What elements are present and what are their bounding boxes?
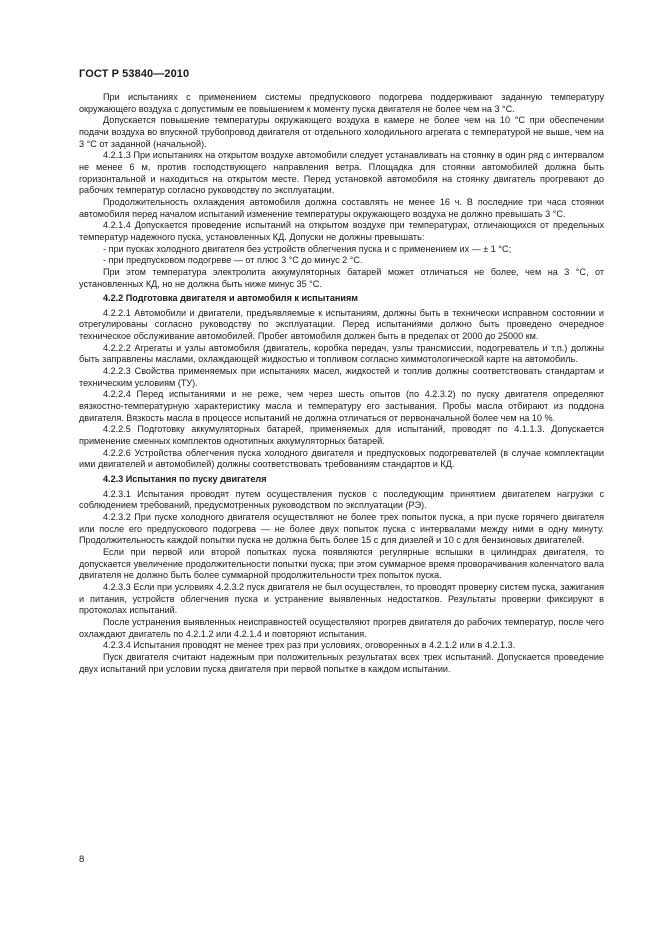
section-heading: 4.2.2 Подготовка двигателя и автомобиля к испытаниям [103,293,359,304]
list-item: - при предпусковом подогреве — от плюс 3 °С до минус 2 °С. [103,255,363,266]
paragraph: 4.2.3.1 Испытания проводят путем осуществления пусков с последующим принятием двигателем нагрузки с соблюдением требований, предусмотренных руководством по эксплуатации (РЭ). [79,488,604,511]
document-body [79,92,604,675]
paragraph: 4.2.1.4 Допускается проведение испытаний на открытом воздухе при температурах, отличающихся от предельных температур надежного пуска, установленных КД. Допуски не должны превышать: [79,220,604,242]
paragraph: 4.2.3.3 Если при условиях 4.2.3.2 пуск двигателя не был осуществлен, то проводят проверку систем пуска, зажигания и питания, устройств облегчения пуска и устранение выявленных недостатков. Результаты проверки фиксируют в протоколах испытаний. [79,581,604,616]
paragraph: Пуск двигателя считают надежным при положительных результатах всех трех испытаний. Допускается проведение двух испытаний при условии пуска двигателя при первой попытке в каждом испытании. [79,651,604,674]
paragraph: 4.2.2.3 Свойства применяемых при испытаниях масел, жидкостей и топлив должны соответствовать стандартам и техническим условиям (ТУ). [79,366,604,388]
paragraph: 4.2.1.3 При испытаниях на открытом воздухе автомобили следует устанавливать на стоянку в один ряд с интервалом не менее 6 м, против господствующего направления ветра. Площадка для стоянки автомобилей должна быть горизонтальной и находиться на открытом месте. Перед установкой автомобиля на стоянку двигатель прогревают до рабочих температур согласно руководству по эксплуатации. [79,150,604,196]
paragraph: При испытаниях с применением системы предпускового подогрева поддерживают заданную температуру окружающего воздуха с допустимым ее повышением к моменту пуска двигателя не более чем на 3 °С. [79,92,604,114]
paragraph: Продолжительность охлаждения автомобиля должна составлять не менее 16 ч. В последние три часа стоянки автомобиля перед началом испытаний изменение температуры окружающего воздуха не должно превышать 3 °С. [79,196,604,219]
page-number: 8 [79,854,85,865]
section-heading: 4.2.3 Испытания по пуску двигателя [103,474,267,484]
paragraph: 4.2.2.4 Перед испытаниями и не реже, чем через шесть опытов (по 4.2.3.2) по пуску двигателя определяют вязкостно-температурную характеристику масла и температуру его застывания. Пробы масла отбирают из поддона двигателя. Вязкость масла в процессе испытаний не должна отличаться от первоначальной более чем на 10 %. [79,389,604,423]
paragraph: 4.2.3.2 При пуске холодного двигателя осуществляют не более трех попыток пуска, а при пуске горячего двигателя или после его предпускового подогрева — не более двух попыток пуска с интервалами между ними в одну минуту. Продолжительность каждой попытки пуска не должна быть более 15 с для дизелей и 10 с для бензиновых двигателей. [79,511,604,546]
document-header: ГОСТ Р 53840—2010 [79,68,190,80]
paragraph: Допускается повышение температуры окружающего воздуха в камере не более чем на 10 °С при обеспечении подачи воздуха во впускной трубопровод двигателя от отдельного холодильного агрегата с температурой не выше, чем на 3 °С от заданной (начальной). [79,115,604,149]
list-item: - при пусках холодного двигателя без устройств облегчения пуска и с применением их — ± 1 °С; [103,243,512,254]
paragraph: При этом температура электролита аккумуляторных батарей может отличаться не более, чем на 3 °С, от установленных КД, но не должна быть ниже минус 35 °С. [79,266,604,289]
paragraph: 4.2.2.2 Агрегаты и узлы автомобиля (двигатель, коробка передач, узлы трансмиссии, подогреватель и т.п.) должны быть заправлены маслами, охлаждающей жидкостью и топливом согласно химмотологической карте на автомобиль. [79,342,604,365]
paragraph: После устранения выявленных неисправностей осуществляют прогрев двигателя до рабочих температур, после чего охлаждают двигатель по 4.2.1.2 или 4.2.1.4 и повторяют испытания. [79,616,604,639]
paragraph: 4.2.2.5 Подготовку аккумуляторных батарей, применяемых для испытаний, проводят по 4.1.1.3. Допускается применение сменных комплектов однотипных аккумуляторных батарей. [79,424,604,447]
paragraph: 4.2.2.6 Устройства облегчения пуска холодного двигателя и предпусковых подогревателей (в случае комплектации ими двигателей и автомобилей) должны соответствовать требованиям стандартов и КД. [79,447,604,470]
paragraph: 4.2.3.4 Испытания проводят не менее трех раз при условиях, оговоренных в 4.2.1.2 или в 4.2.1.3. [103,640,516,651]
paragraph: 4.2.2.1 Автомобили и двигатели, предъявляемые к испытаниям, должны быть в технически исправном состоянии и отрегулированы согласно руководству по эксплуатации. Перед испытаниями должно быть проведено очередное техническое обслуживание автомобилей. Пробег автомобиля должен быть в пределах от 2000 до 25000 км. [79,307,604,342]
paragraph: Если при первой или второй попытках пуска появляются регулярные вспышки в цилиндрах двигателя, то допускается увеличение продолжительности попытки пуска; при этом суммарное время проворачивания коленчатого вала двигателя не должно быть более суммарной продолжительности трех попыток пуска. [79,546,604,581]
